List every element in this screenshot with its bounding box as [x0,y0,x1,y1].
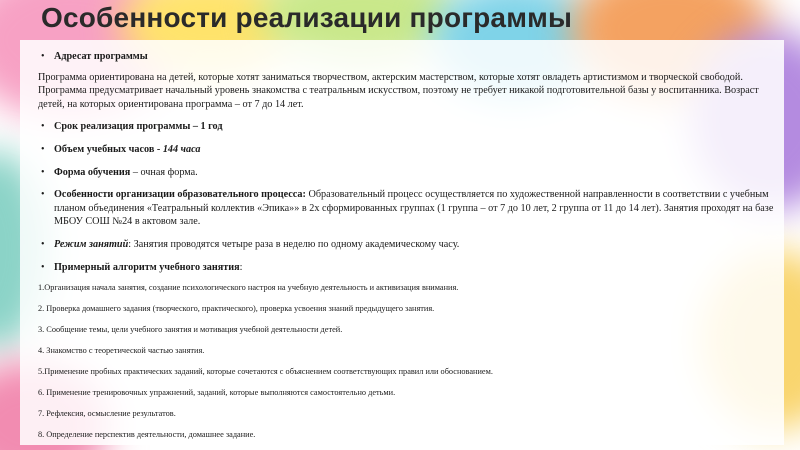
term-item [38,120,778,134]
hours-label: Объем учебных часов - [54,143,163,155]
schedule-label: Режим занятий [54,238,129,250]
algorithm-label: Примерный алгоритм учебного занятия [54,261,240,273]
list-item: 2. Проверка домашнего задания (творческого, практического), проверка усвоения знаний предыдущего занятия. [38,304,435,314]
list-item: 5.Применение пробных практических заданий, которые сочетаются с объяснением соответствующих правил или обоснованием. [38,367,493,377]
list-item: 1.Организация начала занятия, создание психологического настроя на учебную деятельность и активизация внимания. [38,283,459,293]
addressee-label: Адресат программы [54,51,148,62]
features-item [38,188,778,229]
hours-value: 144 часа [162,143,201,155]
hours-item [38,143,778,157]
schedule-item [38,238,778,252]
form-item [38,166,778,180]
list-item: 8. Определение перспектив деятельности, домашнее задание. [38,430,256,440]
features-label: Особенности организации образовательного процесса: [54,189,306,201]
list-item: 6. Применение тренировочных упражнений, заданий, которые выполняются самостоятельно детьми. [38,388,396,398]
algorithm-steps [38,282,778,440]
list-item: 7. Рефлексия, осмысление результатов. [38,409,176,419]
algorithm-item [38,261,778,275]
features-text: Образовательный процесс осуществляется по художественной направленности в соответствии с учебным планом объединения «Театральный коллектив «Эпика»» в 2х сформированных группах (1 группа – от 7 до 10 лет, 2 группа от 11 до 14 лет). Занятия проходят на базе МБОУ СОШ №24 в актовом зале. [54,189,774,228]
list-item: 4. Знакомство с теоретической частью занятия. [38,346,205,356]
form-label: Форма обучения [54,166,131,178]
addressee-text: Программа ориентирована на детей, которые хотят заниматься творчеством, актерским мастерством, которые хотят овладеть артистизмом и творческой свободой. Программа предусматривает начальный уровень знакомства с театральным искусством, поэтому не требует никакой подготовительной базы у воспитанника. Возраст детей, на которых ориентирована программа – от 7 до 14 лет. [38,71,759,110]
algorithm-colon: : [239,261,243,273]
form-value: – очная форма. [130,166,198,178]
addressee-heading [38,50,778,64]
schedule-text: : Занятия проводятся четыре раза в неделю по одному академическому часу. [128,238,460,250]
term-text: Срок реализация программы – 1 год [54,121,223,133]
page-title: Особенности реализации программы [41,2,573,33]
list-item: 3. Сообщение темы, цели учебного занятия и мотивация учебной деятельности детей. [38,325,343,335]
slide-body [38,50,778,440]
